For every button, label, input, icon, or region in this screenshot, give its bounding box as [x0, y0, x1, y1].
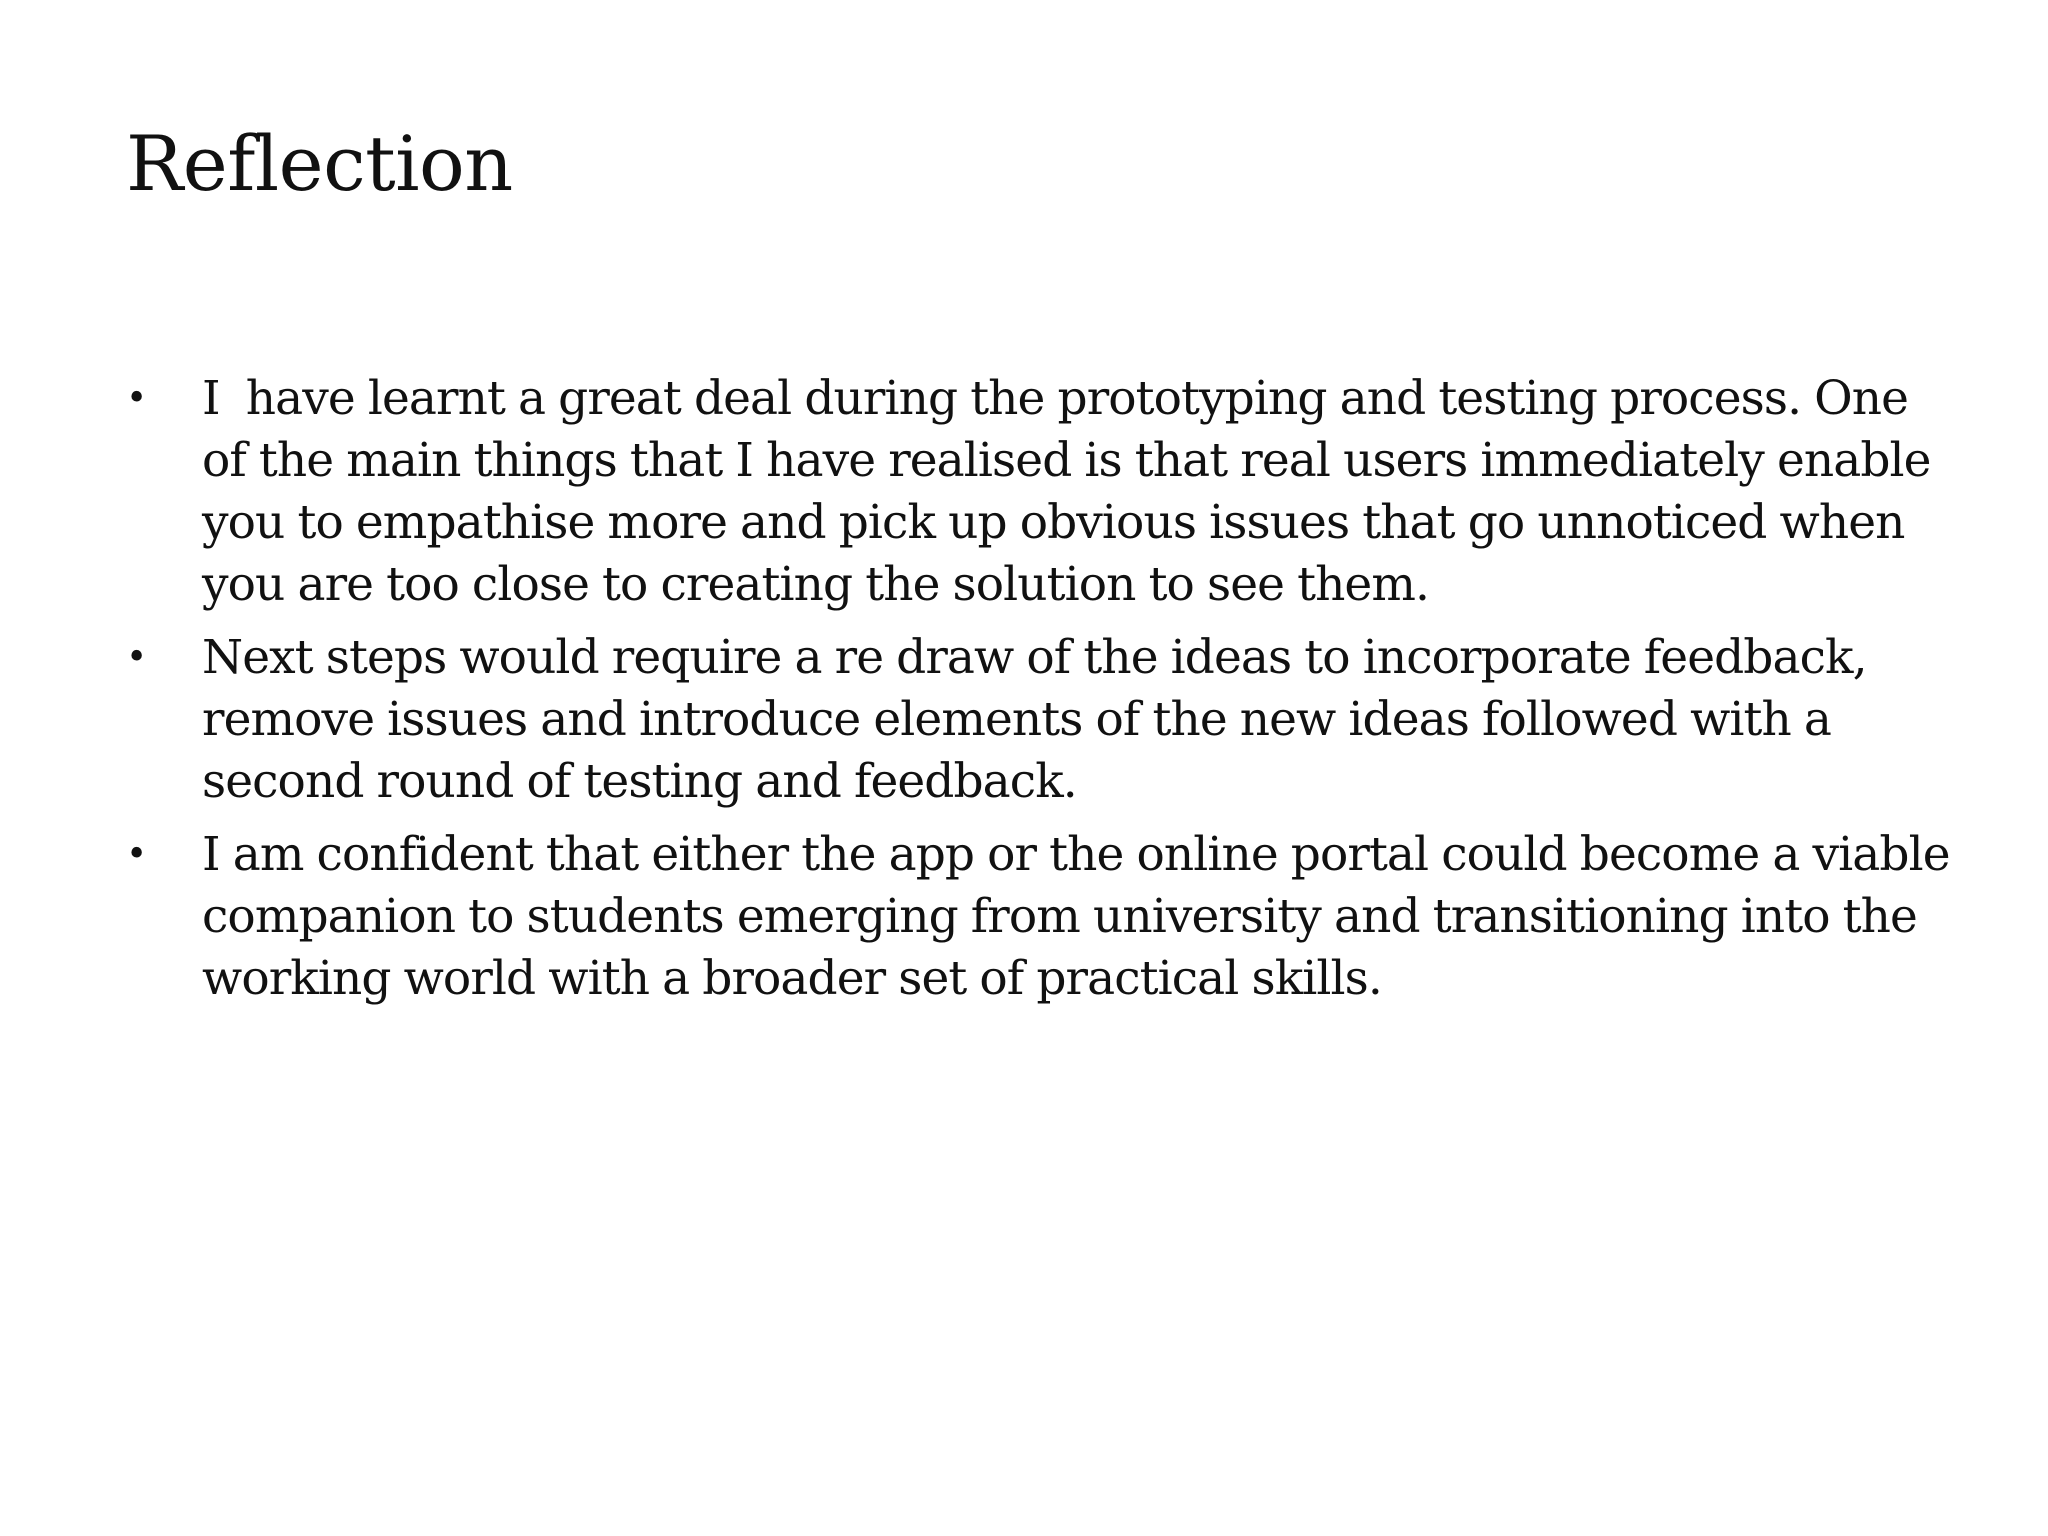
bullet-text: Next steps would require a re draw of the ideas to incorporate feedback, remove issues and introduce elements of the new ideas followed with a second round of testing and feedback. — [202, 630, 1880, 809]
bullet-item — [124, 368, 1954, 616]
bullet-icon: • — [126, 637, 147, 678]
bullet-text: I have learnt a great deal during the prototyping and testing process. One of the main things that I have realised is that real users immediately enable you to empathise more and pick up obvious issues that go unnoticed when you are too close to creating the solution to see them. — [202, 371, 1944, 612]
bullet-icon: • — [126, 378, 147, 419]
bullet-list — [124, 368, 1963, 1021]
bullet-text: I am confident that either the app or the online portal could become a viable companion to students emerging from university and transitioning into the working world with a broader set of practical skills. — [202, 827, 1963, 1006]
bullet-icon: • — [126, 834, 147, 875]
bullet-item — [124, 824, 1963, 1010]
slide-title: Reflection — [126, 119, 513, 208]
bullet-item — [124, 627, 1954, 813]
